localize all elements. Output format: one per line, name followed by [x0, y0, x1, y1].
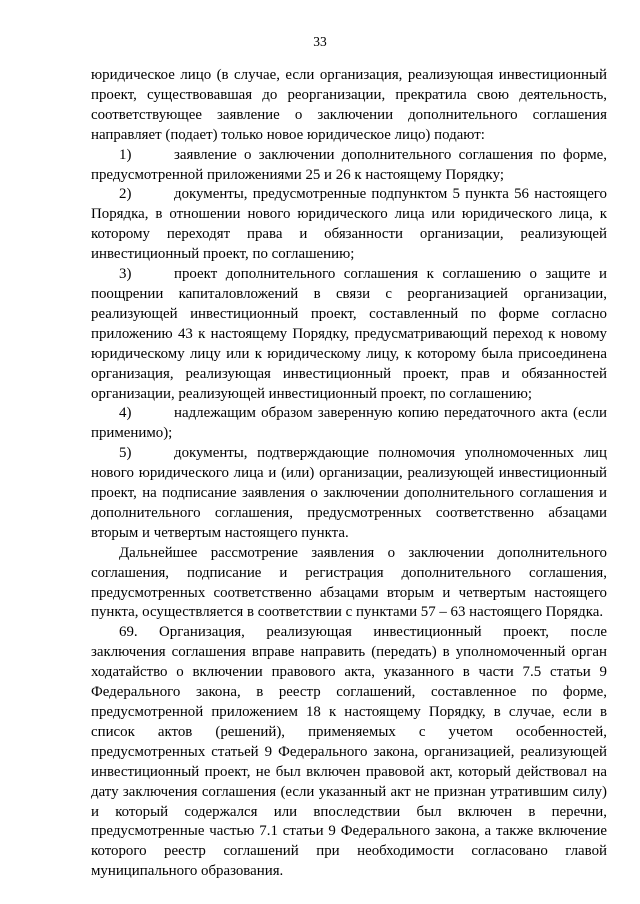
list-item-number: 3): [119, 266, 132, 283]
document-body: [91, 66, 607, 882]
list-item-text: заявление о заключении дополнительного соглашения по форме, предусмотренной приложениями 25 и 26 к настоящему Порядку;: [91, 146, 607, 183]
paragraph-text: Организация, реализующая инвестиционный проект, после заключения соглашения вправе направить (передать) в уполномоченный орган ходатайство о включении правового акта, указанного в части 7.5 статьи 9 Федерального закона, в реестр соглашений, составленное по форме, предусмотренной приложением 18 к настоящему Порядку, в случае, если в список актов (решений), применяемых с учетом особенностей, предусмотренных статьей 9 Федерального закона, организацией, реализующей инвестиционный проект, не был включен правовой акт, который действовал на дату заключения соглашения (если указанный акт не признан утратившим силу) и который содержался или впоследствии был включен в перечни, предусмотренные частью 7.1 статьи 9 Федерального закона, а также включение которого реестр соглашений при необходимости согласовано главой муниципального образования.: [91, 624, 607, 880]
list-item-5: [91, 444, 607, 544]
list-item-3: [91, 265, 607, 404]
paragraph-intro: юридическое лицо (в случае, если организация, реализующая инвестиционный проект, существовавшая до реорганизации, прекратила свою деятельность, соответствующее заявление о заключении дополнительного соглашения направляет (подает) только новое юридическое лицо) подают:: [91, 67, 607, 143]
paragraph-further: Дальнейшее рассмотрение заявления о заключении дополнительного соглашения, подписание и регистрация дополнительного соглашения, предусмотренных соответственно абзацами вторым и четвертым настоящего пункта, осуществляется в соответствии с пунктами 57 – 63 настоящего Порядка.: [91, 544, 607, 621]
list-item-text: документы, подтверждающие полномочия уполномоченных лиц нового юридического лица и (или) организации, реализующей инвестиционный проект, на подписание заявления о заключении дополнительного соглашения и дополнительного соглашения, предусмотренных соответственно абзацами вторым и четвертым настоящего пункта.: [91, 445, 607, 541]
list-item-number: 5): [119, 445, 132, 462]
list-item-text: проект дополнительного соглашения к соглашению о защите и поощрении капиталовложений в связи с реорганизацией организации, реализующей инвестиционный проект, составленный по форме согласно приложению 43 к настоящему Порядку, предусматривающий переход к новому юридическому лицу или к юридическому лицу, к которому была присоединена организация, реализующая инвестиционный проект, прав и обязанностей организации, реализующей инвестиционный проект, по соглашению;: [91, 266, 607, 402]
list-item-number: 1): [119, 146, 132, 163]
list-item-1: [91, 146, 607, 186]
page-number: 33: [313, 34, 327, 49]
list-item-2: [91, 185, 607, 265]
list-item-number: 2): [119, 186, 132, 203]
paragraph-number: 69.: [119, 624, 138, 641]
list-item-4: [91, 404, 607, 444]
paragraph-69: [91, 623, 607, 882]
list-item-text: надлежащим образом заверенную копию передаточного акта (если применимо);: [91, 405, 607, 442]
list-item-text: документы, предусмотренные подпунктом 5 пункта 56 настоящего Порядка, в отношении нового юридического лица или юридического лица, к которому переходят права и обязанности организации, реализующей инвестиционный проект, по соглашению;: [91, 186, 607, 263]
list-item-number: 4): [119, 405, 132, 422]
